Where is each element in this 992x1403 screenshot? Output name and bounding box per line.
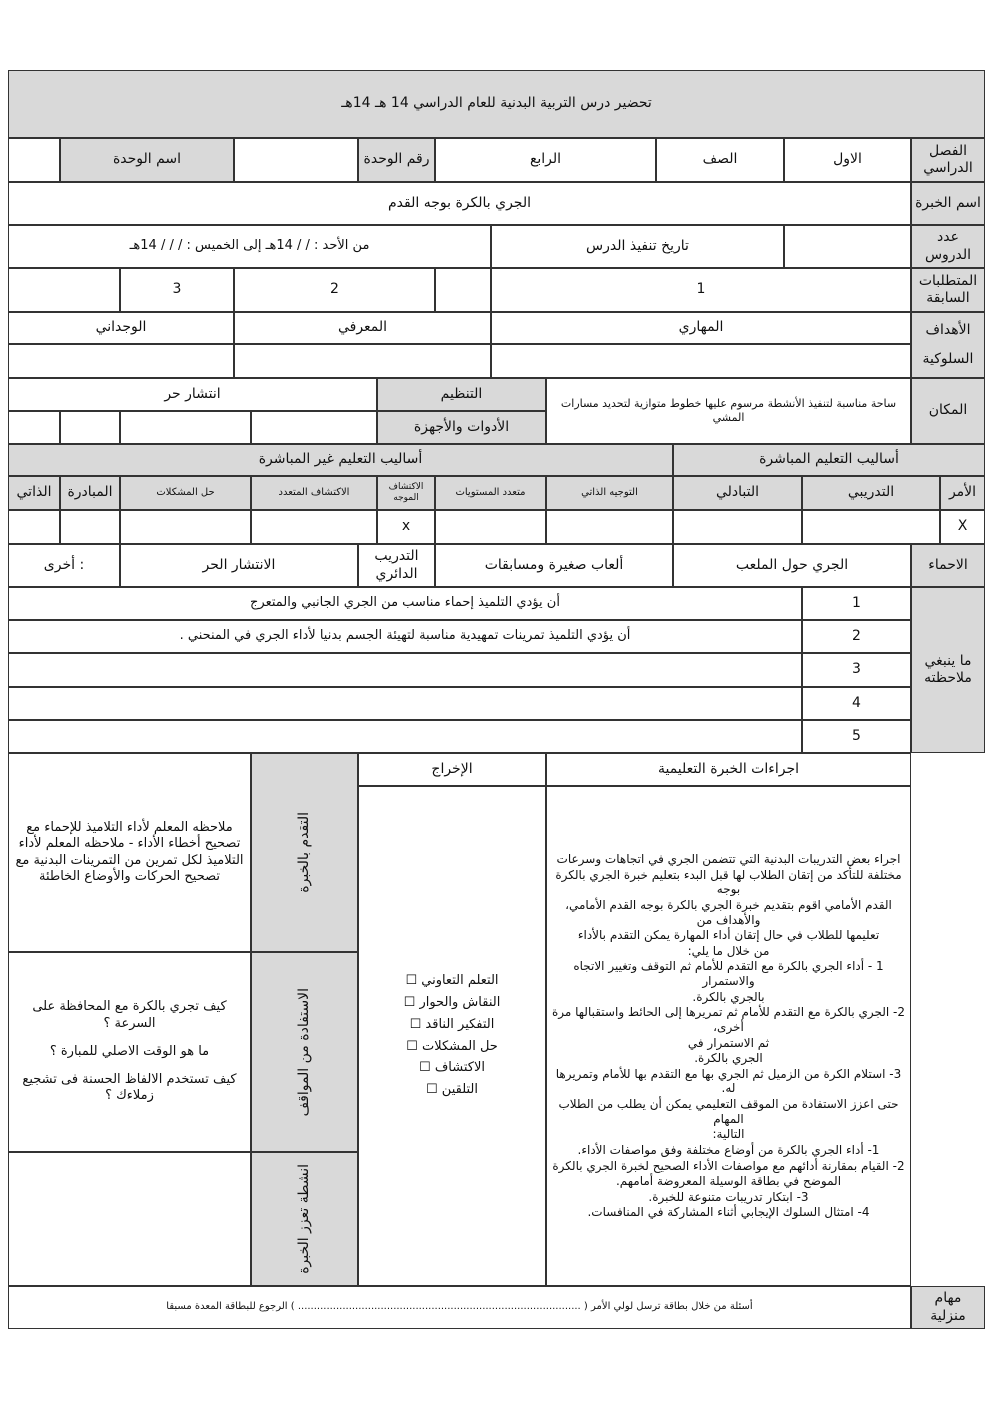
prereq-label: المتطلبات السابقة <box>911 268 985 312</box>
note-text <box>8 687 802 720</box>
mark-problem-solving[interactable] <box>120 510 251 544</box>
unit-name-value <box>8 138 60 182</box>
indirect-methods-header: أساليب التعليم غير المباشرة <box>8 444 673 476</box>
tools-value-2 <box>120 411 251 444</box>
procedure-line: تعليمها للطلاب في حال إتقان أداء المهارة يمكن التقدم بالأداء <box>577 928 880 943</box>
procedure-line: 3- استلام الكرة من الزميل ثم الجري بها مع التقدم بها للأمام وتمريرها له. <box>555 1066 902 1096</box>
output-item[interactable]: النقاش والحوار ☐ <box>403 994 501 1010</box>
experience-label: اسم الخبرة <box>911 182 985 225</box>
method-self-check: التوجيه الذاتي <box>546 476 673 510</box>
prereq-2: 2 <box>234 268 435 312</box>
prereq-3: 3 <box>120 268 234 312</box>
note-number: 1 <box>802 587 911 620</box>
note-text <box>8 653 802 687</box>
output-item[interactable]: حل المشكلات ☐ <box>406 1038 498 1054</box>
note-number: 4 <box>802 687 911 720</box>
mark-practice[interactable] <box>802 510 940 544</box>
procedure-line: التالية: <box>712 1127 745 1142</box>
place-label: المكان <box>911 378 985 444</box>
place-value: ساحة مناسبة لتنفيذ الأنشطة مرسوم عليها خطوط متوازية لتحديد مسارات المشي <box>546 378 911 444</box>
prereq-3-blank <box>8 268 120 312</box>
output-list <box>404 970 501 1102</box>
lessons-label: عدد الدروس <box>911 225 985 268</box>
date-value: من الأحد : / / 14هـ إلى الخميس : / / / 14هـ <box>8 225 491 268</box>
procedure-line: ثم الاستمرار في <box>687 1035 770 1050</box>
procedure-line: من خلال ما يلي: <box>687 943 770 958</box>
warmup-option-run-field: الجري حول الملعب <box>673 544 911 587</box>
method-guided-discovery: الاكتشاف الموجه <box>377 476 435 510</box>
output-item[interactable]: التلقين ☐ <box>426 1082 478 1098</box>
procedure-line: بالجري بالكرة. <box>692 989 765 1004</box>
reinforce-text <box>8 1152 251 1286</box>
tools-value-1 <box>251 411 377 444</box>
procedures-lines <box>550 851 907 1221</box>
reinforce-label: انشطة تعزز الخبرة <box>251 1152 358 1286</box>
note-text: أن يؤدي التلميذ إحماء مناسب من الجري الجانبي والمتعرج <box>8 587 802 620</box>
mark-reciprocal[interactable] <box>673 510 802 544</box>
mark-command[interactable]: X <box>940 510 985 544</box>
procedure-line: 4- امتثال السلوك الإيجابي أثناء المشاركة في المنافسات. <box>587 1205 870 1220</box>
unit-number-label: رقم الوحدة <box>358 138 435 182</box>
procedure-line: مختلفة للتأكد من إتقان الطلاب لها قبل البدء بتعليم خبرة الجري بالكرة بوجه <box>555 867 902 897</box>
checkbox-icon: ☐ <box>426 1082 438 1098</box>
method-problem-solving: حل المشكلات <box>120 476 251 510</box>
mark-self-teaching[interactable] <box>8 510 60 544</box>
lessons-value <box>784 225 911 268</box>
date-label: تاريخ تنفيذ الدرس <box>491 225 784 268</box>
method-reciprocal: التبادلي <box>673 476 802 510</box>
objective-cognitive-value <box>234 344 491 378</box>
progress-label: التقدم بالخبرة <box>251 753 358 952</box>
objectives-label: الأهداف السلوكية <box>911 312 985 378</box>
note-text: أن يؤدي التلميذ تمرينات تمهيدية مناسبة لتهيئة الجسم بدنيا لأداء الجري في المنحني . <box>8 620 802 653</box>
unit-number-value <box>234 138 358 182</box>
grade-value: الرابع <box>435 138 656 182</box>
procedure-line: 1 - أداء الجري بالكرة مع التقدم للأمام ثم التوقف وتغيير الاتجاه والاستمرار <box>573 959 884 988</box>
benefit-question: ما هو الوقت الاصلي للمبارة ؟ <box>49 1043 210 1059</box>
procedure-line: 2- القيام بمقارنة أدائهم مع مواصفات الأداء الصحيح لخبرة الجري بالكرة <box>552 1158 905 1173</box>
checkbox-icon: ☐ <box>405 973 418 989</box>
homework-text: أسئلة من خلال بطاقة ترسل لولي الأمر ( ......................................................................................... ) الرجوع للبطاقة المعدة مسبقا <box>8 1286 911 1329</box>
objective-affective-label: الوجداني <box>8 312 234 344</box>
procedure-line: حتى اعزز الاستفادة من الموقف التعليمي يمكن أن يطلب من الطلاب المهام <box>558 1097 899 1126</box>
procedures-header: اجراءات الخبرة التعليمية <box>546 753 911 786</box>
objective-affective-value <box>8 344 234 378</box>
warmup-option-circuit: التدريب الدائري <box>358 544 435 587</box>
experience-value: الجري بالكرة بوجه القدم <box>8 182 911 225</box>
homework-label: مهام منزلية <box>911 1286 985 1329</box>
tools-label: الأدوات والأجهزة <box>377 411 546 444</box>
method-inclusion: متعدد المستويات <box>435 476 546 510</box>
grade-label: الصف <box>656 138 784 182</box>
procedure-line: 2- الجري بالكرة مع التقدم للأمام ثم تمريرها إلى الحائط واستقبالها مرة أخرى، <box>551 1005 906 1034</box>
objective-skill-value <box>491 344 911 378</box>
mark-divergent-discovery[interactable] <box>251 510 377 544</box>
warmup-label: الاحماء <box>911 544 985 587</box>
output-item[interactable]: الاكتشاف ☐ <box>419 1060 485 1076</box>
checkbox-icon: ☐ <box>406 1038 418 1054</box>
benefit-questions <box>8 952 251 1152</box>
warmup-option-other: أخرى : <box>8 544 120 587</box>
benefit-question: كيف تجري بالكرة مع المحافظة على السرعة ؟ <box>32 999 227 1031</box>
note-text <box>8 720 802 753</box>
note-number: 3 <box>802 653 911 687</box>
tools-value-4 <box>8 411 60 444</box>
procedure-line: الموضح في بطاقة الوسيلة المعروضة أمامهم. <box>615 1174 842 1189</box>
checkbox-icon: ☐ <box>409 1016 422 1032</box>
procedure-line: القدم الأمامي اقوم بتقديم خبرة الجري بالكرة بوجه القدم الأمامي، والأهداف من <box>565 897 892 927</box>
note-number: 5 <box>802 720 911 753</box>
benefit-label: الاستفادة من المواقف <box>251 952 358 1152</box>
benefit-question: كيف تستخدم الالفاظ الحسنة فى تشجيع زملاءك ؟ <box>22 1072 237 1104</box>
mark-inclusion[interactable] <box>435 510 546 544</box>
semester-value: الاول <box>784 138 911 182</box>
method-command: الأمر <box>940 476 985 510</box>
lesson-plan-form <box>8 70 985 1329</box>
checkbox-icon: ☐ <box>403 994 416 1010</box>
mark-initiative[interactable] <box>60 510 120 544</box>
method-practice: التدريبي <box>802 476 940 510</box>
output-item[interactable]: التعلم التعاوني ☐ <box>405 973 499 989</box>
tools-value-3 <box>60 411 120 444</box>
prereq-1-blank <box>435 268 491 312</box>
procedure-line: 1- أداء الجري بالكرة من أوضاع مختلفة وفق مواصفات الأداء. <box>577 1142 880 1157</box>
objective-cognitive-label: المعرفي <box>234 312 491 344</box>
output-body <box>358 786 546 1286</box>
warmup-option-small-games: ألعاب صغيرة ومسابقات <box>435 544 673 587</box>
progress-text: ملاحظه المعلم لأداء التلاميذ للإحماء مع تصحيح أخطاء الأداء - ملاحظه المعلم لأداء التلاميذ لكل تمرين من التمرينات البدنية مع تصحيح الحركات والأوضاع الخاطئة <box>8 753 251 952</box>
mark-guided-discovery[interactable]: x <box>377 510 435 544</box>
output-header: الإخراج <box>358 753 546 786</box>
output-item[interactable]: التفكير الناقد ☐ <box>409 1016 495 1032</box>
procedure-line: 3- ابتكار تدريبات متنوعة للخبرة. <box>648 1189 809 1204</box>
procedure-line: الجري بالكرة. <box>694 1051 763 1066</box>
procedure-line: اجراء بعض التدريبات البدنية التي تتضمن الجري في اتجاهات وسرعات <box>556 852 901 866</box>
note-number: 2 <box>802 620 911 653</box>
method-divergent-discovery: الاكتشاف المتعدد <box>251 476 377 510</box>
notes-label: ما ينبغي ملاحظته <box>911 587 985 753</box>
objective-skill-label: المهاري <box>491 312 911 344</box>
semester-label: الفصل الدراسي <box>911 138 985 182</box>
warmup-option-free-spread: الانتشار الحر <box>120 544 358 587</box>
procedures-body <box>546 786 911 1286</box>
organization-value: انتشار حر <box>8 378 377 411</box>
checkbox-icon: ☐ <box>419 1060 431 1076</box>
method-self-teaching: الذاتي <box>8 476 60 510</box>
direct-methods-header: أساليب التعليم المباشرة <box>673 444 985 476</box>
organization-label: التنظيم <box>377 378 546 411</box>
unit-name-label: اسم الوحدة <box>60 138 234 182</box>
method-initiative: المبادرة <box>60 476 120 510</box>
form-title: تحضير درس التربية البدنية للعام الدراسي 14 هـ 14هـ <box>8 70 985 138</box>
mark-self-check[interactable] <box>546 510 673 544</box>
prereq-1: 1 <box>491 268 911 312</box>
